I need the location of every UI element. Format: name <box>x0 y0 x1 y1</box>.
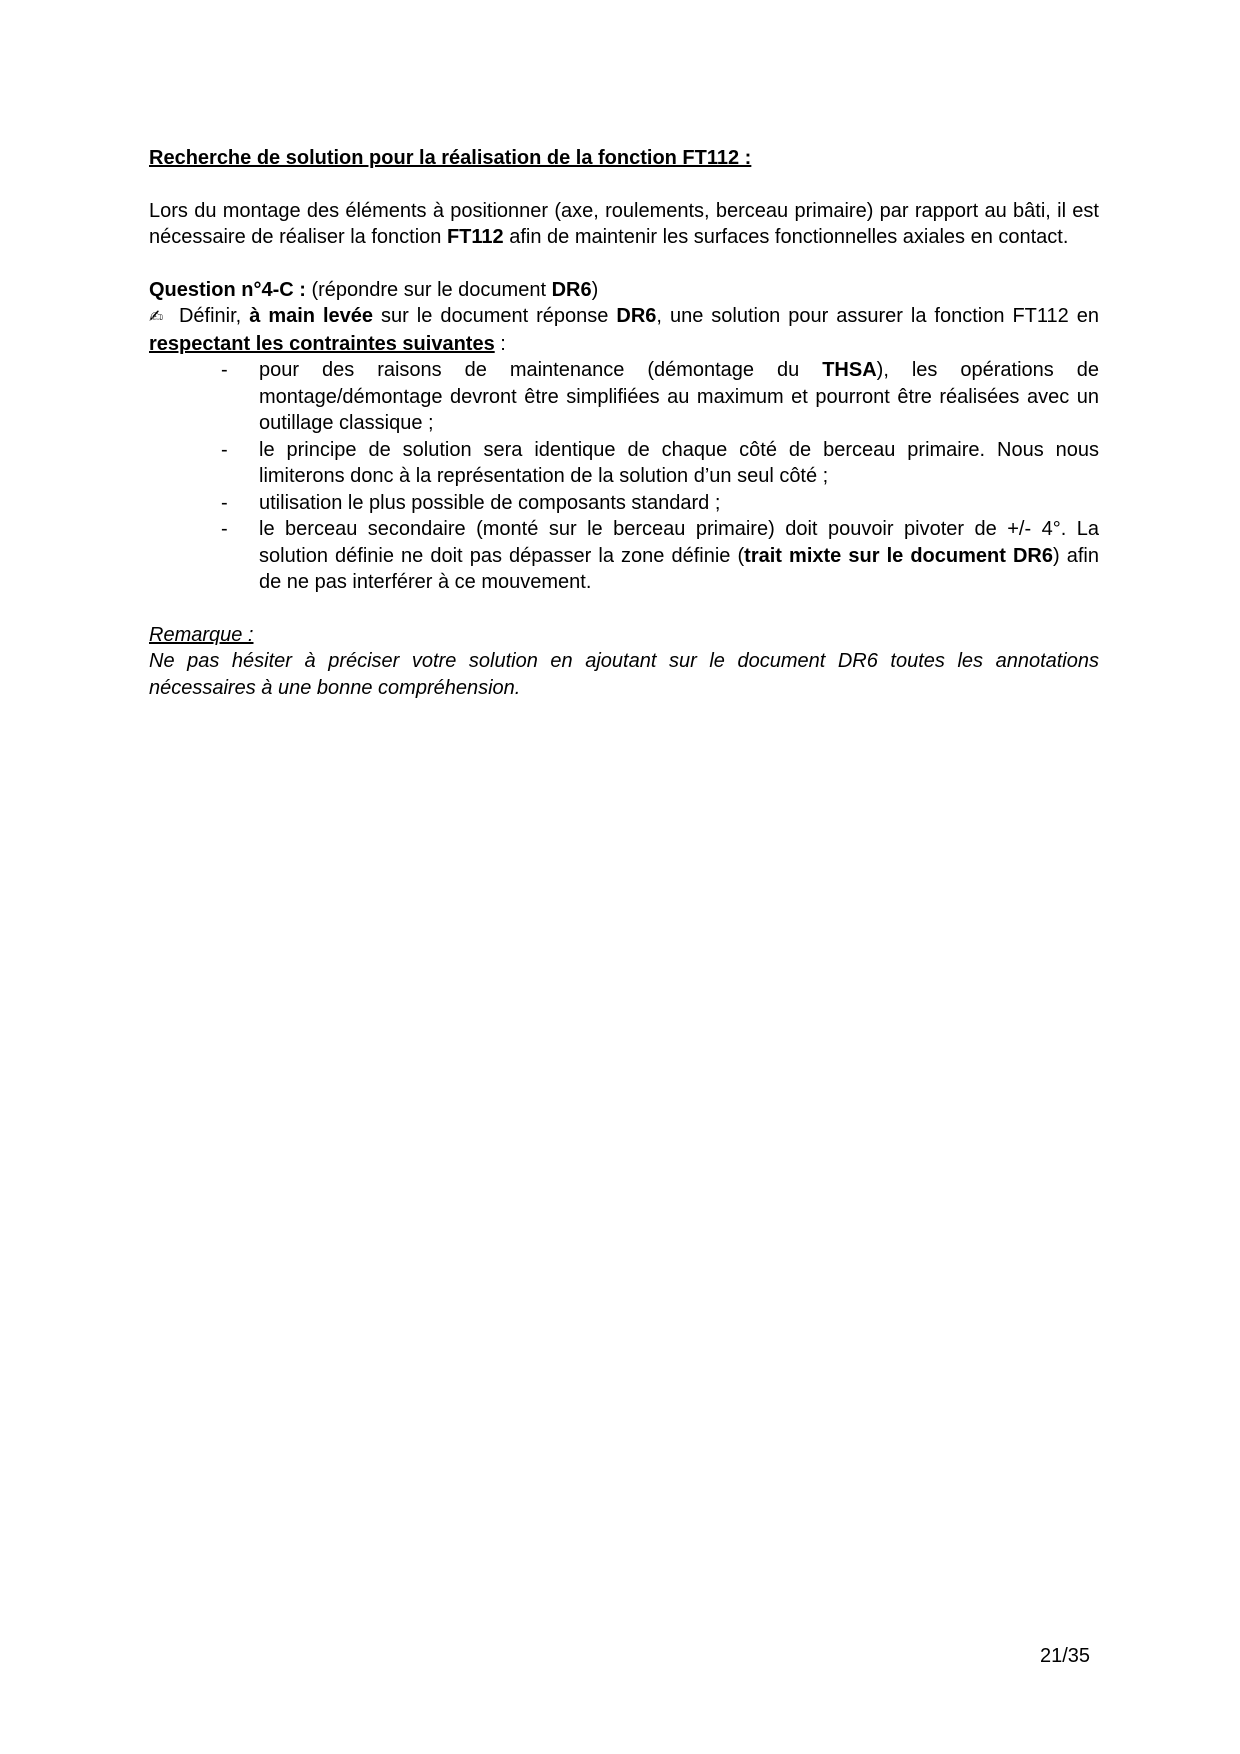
constraint-item-2 <box>221 437 1099 490</box>
document-page <box>149 145 1099 701</box>
remark-title: Remarque : <box>149 623 254 646</box>
instruction-text-3: , une solution pour assurer la fonction FT112 en <box>656 305 1100 327</box>
intro-function-code: FT112 <box>446 226 504 248</box>
constraints-list <box>149 357 1099 596</box>
instruction-bold-1: à main levée <box>249 305 374 327</box>
constraint-text: pour des raisons de maintenance (démontage du <box>259 359 823 381</box>
question-doc-ref: DR6 <box>551 278 592 301</box>
constraint-text: ) afin de ne pas interférer à ce mouvement. <box>259 544 1099 593</box>
instruction-text-4: : <box>494 332 506 355</box>
question-label: Question n°4-C : <box>149 278 306 301</box>
intro-text-2: afin de maintenir les surfaces fonctionnelles axiales en contact. <box>503 226 1069 248</box>
section-heading: Recherche de solution pour la réalisation de la fonction FT112 : <box>149 147 752 169</box>
constraint-item-1 <box>221 357 1099 437</box>
list-dash: - <box>221 359 228 381</box>
question-header <box>149 277 1099 304</box>
instruction-doc-ref: DR6 <box>616 305 657 327</box>
constraint-text: le berceau secondaire (monté sur le berceau primaire) doit pouvoir pivoter de +/- 4°. La solution définie ne doit pas dépasser la zone définie ( <box>259 518 1099 567</box>
constraint-item-3 <box>221 490 1099 517</box>
remark-block <box>149 622 1099 702</box>
page-number: 21/35 <box>1040 1645 1091 1667</box>
instruction-text-1: Définir, <box>171 305 250 327</box>
instruction-text-2: sur le document réponse <box>373 305 617 327</box>
instruction-constraints-title: respectant les contraintes suivantes <box>149 332 495 355</box>
intro-text-1: Lors du montage des éléments à positionner (axe, roulements, berceau primaire) par rapport au bâti, il est nécessaire de réaliser la fonction <box>149 199 1099 248</box>
constraint-item-4 <box>221 516 1099 596</box>
constraint-text: le principe de solution sera identique de chaque côté de berceau primaire. Nous nous limiterons donc à la représentation de la solution d’un seul côté ; <box>259 438 1099 487</box>
question-text-2: ) <box>591 278 599 301</box>
list-dash: - <box>221 491 228 514</box>
intro-paragraph <box>149 198 1099 251</box>
constraint-text: ), les opérations de montage/démontage devront être simplifiées au maximum et pourront être réalisées avec un outillage classique ; <box>259 359 1099 434</box>
question-instruction <box>149 303 1099 357</box>
constraint-bold: THSA <box>822 359 877 381</box>
list-dash: - <box>221 518 228 540</box>
list-dash: - <box>221 438 228 461</box>
question-text-1: (répondre sur le document <box>305 278 552 301</box>
constraint-text: utilisation le plus possible de composants standard ; <box>259 491 721 514</box>
constraint-bold: trait mixte sur le document DR6 <box>744 544 1053 567</box>
writing-hand-icon: ✍ <box>149 307 164 327</box>
remark-text: Ne pas hésiter à préciser votre solution en ajoutant sur le document DR6 toutes les annotations nécessaires à une bonne compréhension. <box>149 650 1099 699</box>
